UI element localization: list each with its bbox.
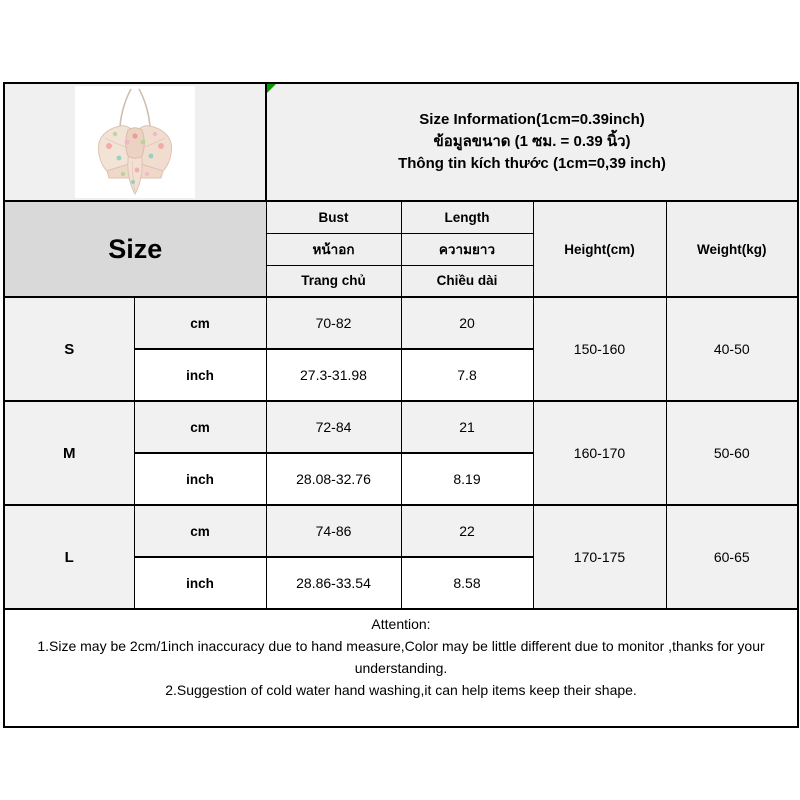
unit-inch-label: inch (134, 349, 266, 401)
bust-header-vi: Trang chủ (266, 265, 401, 297)
size-column-header: Size (4, 201, 266, 297)
size-info-header (266, 83, 798, 201)
length-inch-m: 8.19 (401, 453, 533, 505)
length-inch-s: 7.8 (401, 349, 533, 401)
cell-corner-marker-icon (267, 84, 276, 93)
product-photo (75, 86, 195, 198)
weight-s: 40-50 (666, 297, 798, 401)
attention-note-2: 2.Suggestion of cold water hand washing,it can help items keep their shape. (165, 682, 637, 698)
attention-note-1: 1.Size may be 2cm/1inch inaccuracy due to hand measure,Color may be little different due to monitor ,thanks for your understanding. (37, 638, 765, 676)
size-row-label-l: L (4, 505, 134, 609)
weight-m: 50-60 (666, 401, 798, 505)
size-row-label-s: S (4, 297, 134, 401)
product-image-cell (4, 83, 266, 201)
size-row-label-m: M (4, 401, 134, 505)
bust-cm-s: 70-82 (266, 297, 401, 349)
attention-section (4, 609, 798, 727)
weight-header: Weight(kg) (666, 201, 798, 297)
bust-header-en: Bust (266, 201, 401, 233)
length-header-th: ความยาว (401, 233, 533, 265)
bust-inch-s: 27.3-31.98 (266, 349, 401, 401)
unit-inch-label: inch (134, 453, 266, 505)
height-s: 150-160 (533, 297, 666, 401)
bust-cm-m: 72-84 (266, 401, 401, 453)
size-table (3, 82, 799, 728)
bust-cm-l: 74-86 (266, 505, 401, 557)
height-m: 160-170 (533, 401, 666, 505)
unit-cm-label: cm (134, 505, 266, 557)
unit-cm-label: cm (134, 297, 266, 349)
unit-cm-label: cm (134, 401, 266, 453)
crop-top-illustration (75, 86, 195, 198)
length-header-vi: Chiều dài (401, 265, 533, 297)
title-vietnamese: Thông tin kích thước (1cm=0,39 inch) (398, 155, 666, 172)
bust-inch-m: 28.08-32.76 (266, 453, 401, 505)
length-inch-l: 8.58 (401, 557, 533, 609)
height-l: 170-175 (533, 505, 666, 609)
title-english: Size Information(1cm=0.39inch) (419, 111, 645, 128)
bust-inch-l: 28.86-33.54 (266, 557, 401, 609)
length-cm-s: 20 (401, 297, 533, 349)
attention-title: Attention: (371, 616, 431, 632)
height-header: Height(cm) (533, 201, 666, 297)
unit-inch-label: inch (134, 557, 266, 609)
length-header-en: Length (401, 201, 533, 233)
length-cm-l: 22 (401, 505, 533, 557)
weight-l: 60-65 (666, 505, 798, 609)
title-thai: ข้อมูลขนาด (1 ซม. = 0.39 นิ้ว) (433, 133, 631, 150)
length-cm-m: 21 (401, 401, 533, 453)
bust-header-th: หน้าอก (266, 233, 401, 265)
